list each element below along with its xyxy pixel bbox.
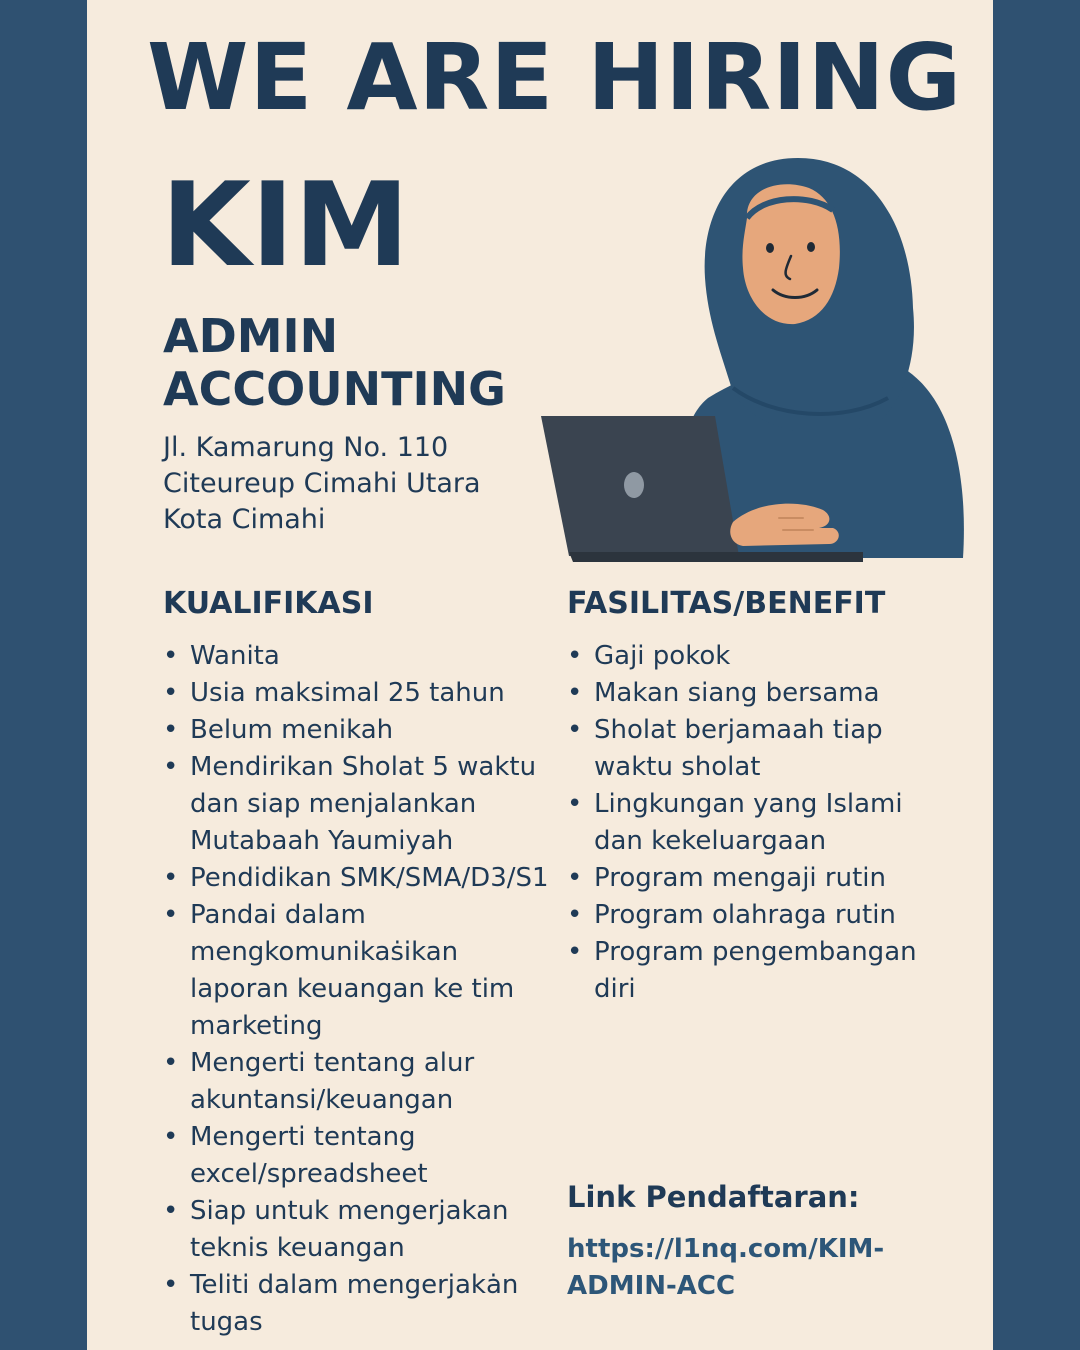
right-eye <box>807 242 815 252</box>
benefits-list <box>567 638 937 1008</box>
qualifications-title: KUALIFIKASI <box>163 586 374 621</box>
list-item: • Belum menikah <box>163 712 563 749</box>
address-line: Citeureup Cimahi Utara <box>163 468 481 499</box>
list-item: • Pendidikan SMK/SMA/D3/S1 <box>163 860 563 897</box>
company-name: KIM <box>161 158 410 293</box>
laptop-base <box>569 552 863 562</box>
list-item: • Usia maksimal 25 tahun <box>163 675 563 712</box>
hiring-poster <box>87 0 993 1350</box>
address-line: Jl. Kamarung No. 110 <box>163 432 449 463</box>
list-item: • Gaji pokok <box>567 638 937 675</box>
position-title <box>163 310 583 416</box>
laptop-logo <box>624 472 644 498</box>
list-item: • Wanita <box>163 638 563 675</box>
position-line: ADMIN <box>163 309 339 363</box>
registration-link[interactable]: https://l1nq.com/KIM-ADMIN-ACC <box>567 1234 885 1301</box>
benefits-title: FASILITAS/BENEFIT <box>567 586 886 621</box>
list-item: • Siap untuk mengerjakan teknis keuangan <box>163 1193 563 1267</box>
list-item: • Mendirikan Sholat 5 waktu dan siap menjalankan Mutabaah Yaumiyah <box>163 749 563 860</box>
list-item: • Program mengaji rutin <box>567 860 937 897</box>
list-item: • Mengerti tentang excel/spreadsheet <box>163 1119 563 1193</box>
list-item: • Pandai dalam mengkomunikaṡikan laporan keuangan ke tim marketing <box>163 897 563 1045</box>
address <box>163 430 481 538</box>
woman-with-laptop-icon <box>533 148 973 578</box>
list-item: • Teliti dalam mengerjakȧn tugas <box>163 1267 563 1341</box>
address-line: Kota Cimahi <box>163 504 326 535</box>
list-item: • Mengerti tentang alur akuntansi/keuangan <box>163 1045 563 1119</box>
registration-label: Link Pendaftaran: <box>567 1180 860 1214</box>
list-item: • Sholat berjamaah tiap waktu sholat <box>567 712 937 786</box>
list-item: • Program pengembangan diri <box>567 934 937 1008</box>
list-item: • Lingkungan yang Islami dan kekeluargaan <box>567 786 937 860</box>
position-line: ACCOUNTING <box>163 362 506 416</box>
list-item: • Program olahraga rutin <box>567 897 937 934</box>
list-item: • Makan siang bersama <box>567 675 937 712</box>
left-eye <box>766 243 774 253</box>
headline: WE ARE HIRING <box>147 24 963 131</box>
qualifications-list <box>163 638 563 1341</box>
